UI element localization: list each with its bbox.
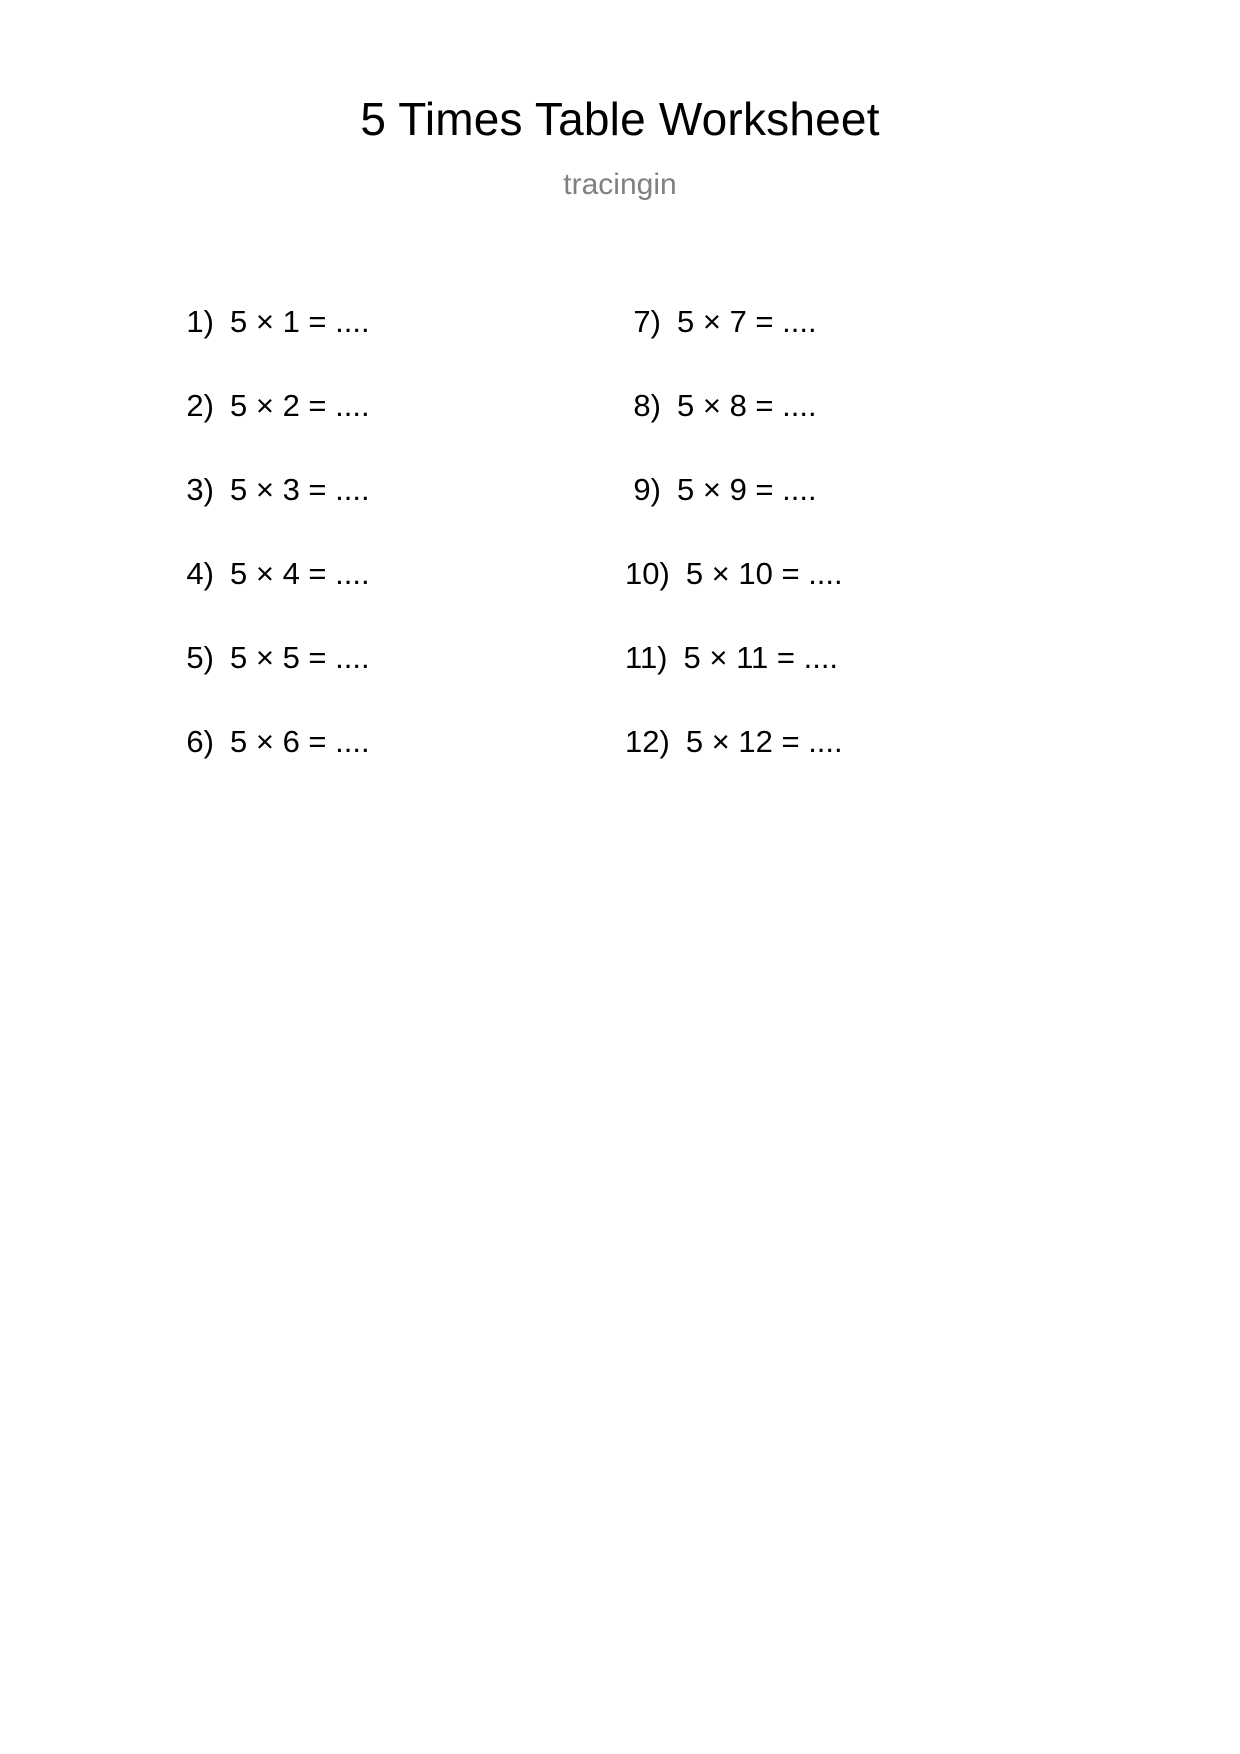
problem-number: 6) — [186, 724, 214, 759]
problem-column-right — [625, 280, 1072, 784]
problem-columns — [0, 280, 1240, 784]
problem-number: 3) — [186, 472, 214, 507]
problem-expression: 5 × 6 = .... — [230, 724, 370, 759]
problem-expression: 5 × 3 = .... — [230, 472, 370, 507]
problem-expression: 5 × 9 = .... — [677, 472, 817, 507]
problem-item — [625, 364, 1072, 448]
problem-item — [625, 532, 1072, 616]
page-title: 5 Times Table Worksheet — [360, 93, 880, 145]
problem-number: 2) — [186, 388, 214, 423]
problem-number: 11) — [625, 640, 668, 675]
problem-item — [178, 700, 625, 784]
problem-expression: 5 × 7 = .... — [677, 304, 817, 339]
problem-item — [625, 448, 1072, 532]
problem-item — [625, 700, 1072, 784]
problem-expression: 5 × 10 = .... — [685, 556, 843, 591]
problem-item — [178, 280, 625, 364]
problem-expression: 5 × 4 = .... — [230, 556, 370, 591]
problem-item — [178, 364, 625, 448]
problem-expression: 5 × 2 = .... — [230, 388, 370, 423]
problem-number: 4) — [186, 556, 214, 591]
problem-item — [625, 616, 1072, 700]
problem-item — [178, 448, 625, 532]
problem-item — [178, 532, 625, 616]
problem-column-left — [178, 280, 625, 784]
problem-number: 7) — [633, 304, 661, 339]
problem-number: 1) — [186, 304, 214, 339]
page-subtitle: tracingin — [563, 168, 677, 201]
problem-item — [178, 616, 625, 700]
problem-expression: 5 × 12 = .... — [685, 724, 843, 759]
problem-number: 9) — [633, 472, 661, 507]
problem-number: 12) — [625, 724, 670, 759]
problem-item — [625, 280, 1072, 364]
problem-expression: 5 × 8 = .... — [677, 388, 817, 423]
problem-expression: 5 × 5 = .... — [230, 640, 370, 675]
problem-number: 8) — [633, 388, 661, 423]
problem-number: 10) — [625, 556, 670, 591]
problem-expression: 5 × 11 = .... — [683, 640, 839, 675]
problem-number: 5) — [186, 640, 214, 675]
problem-expression: 5 × 1 = .... — [230, 304, 370, 339]
